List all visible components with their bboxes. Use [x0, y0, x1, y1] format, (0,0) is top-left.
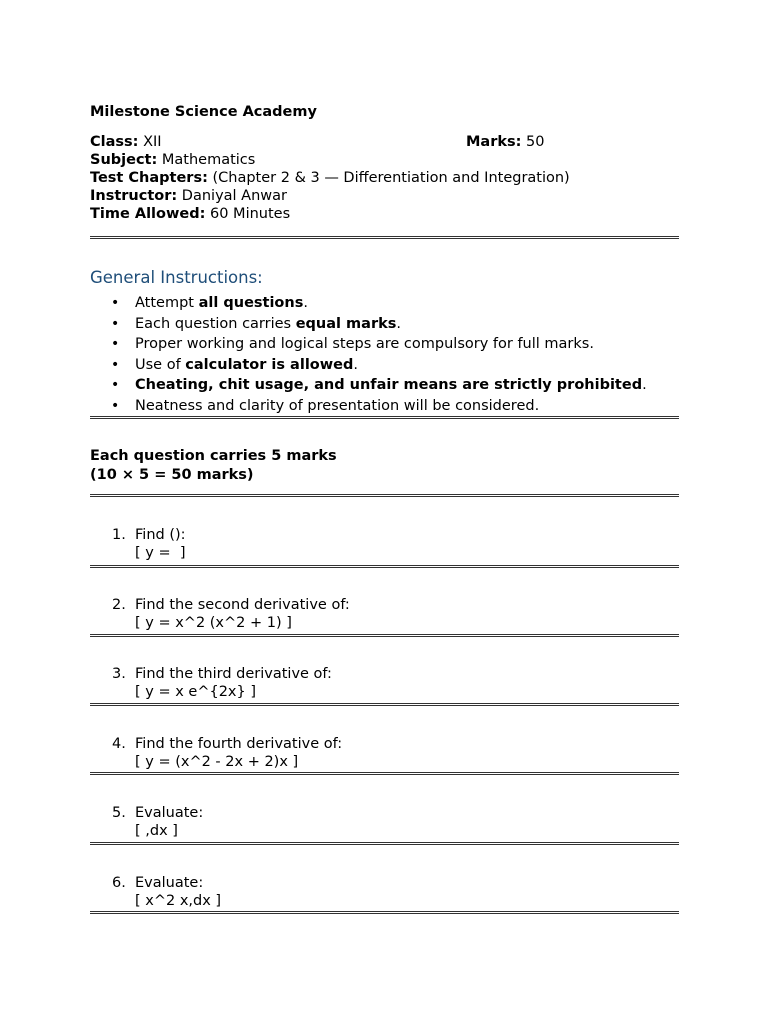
time-value: 60 Minutes: [205, 206, 291, 222]
instruction-item: [90, 334, 647, 355]
time-label: Time Allowed:: [90, 206, 206, 222]
question-expression: [ y = x^2 (x^2 + 1) ]: [135, 615, 292, 631]
chapters-label: Test Chapters:: [90, 170, 208, 186]
instruction-item: [90, 314, 647, 335]
question-divider: [90, 911, 679, 914]
subject-label: Subject:: [90, 152, 158, 168]
question-number: 1.: [112, 527, 126, 543]
question-expression: [ y = ]: [135, 545, 186, 561]
subject-value: Mathematics: [157, 152, 256, 168]
marks-note-total: (10 × 5 = 50 marks): [90, 467, 254, 483]
marks-label: Marks:: [466, 134, 522, 150]
instructor-row: [90, 187, 679, 205]
question-number: 2.: [112, 597, 126, 613]
question-divider: [90, 703, 679, 706]
class-value: XII: [138, 134, 162, 150]
instructions-heading: General Instructions:: [90, 268, 263, 287]
bullet-icon: •: [111, 295, 120, 311]
question-text: Find the second derivative of:: [135, 597, 350, 613]
marks-note: [90, 447, 337, 485]
time-row: [90, 205, 679, 223]
question-expression: [ x^2 x,dx ]: [135, 893, 222, 909]
marks-note-line: Each question carries 5 marks: [90, 448, 337, 464]
question-number: 6.: [112, 875, 126, 891]
chapters-row: [90, 169, 679, 187]
class-label: Class:: [90, 134, 139, 150]
question-number: 3.: [112, 666, 126, 682]
marks-value: 50: [521, 134, 545, 150]
exam-info: [90, 133, 679, 223]
instruction-item: [90, 375, 647, 396]
chapters-value: (Chapter 2 & 3 — Differentiation and Integration): [207, 170, 570, 186]
question-text: Find the third derivative of:: [135, 666, 332, 682]
instruction-text: Proper working and logical steps are compulsory for full marks.: [135, 336, 594, 352]
question-expression: [ y = x e^{2x} ]: [135, 684, 256, 700]
instruction-emphasis: Cheating, chit usage, and unfair means are strictly prohibited: [135, 377, 643, 393]
question-number: 5.: [112, 805, 126, 821]
instruction-text: Use of: [135, 356, 186, 373]
instruction-item: [90, 396, 647, 417]
bullet-icon: •: [111, 336, 120, 352]
bullet-icon: •: [111, 377, 120, 393]
instruction-text: Attempt: [135, 295, 199, 311]
question-divider: [90, 842, 679, 845]
marks-field: [466, 133, 545, 151]
instruction-text-end: .: [396, 315, 401, 332]
question-text: Evaluate:: [135, 875, 204, 891]
instruction-text-end: .: [642, 377, 647, 393]
section-divider: [90, 236, 679, 239]
instruction-item: [90, 355, 647, 376]
question-divider: [90, 565, 679, 568]
question-expression: [ y = (x^2 - 2x + 2)x ]: [135, 754, 299, 770]
section-divider: [90, 494, 679, 497]
school-name: Milestone Science Academy: [90, 104, 317, 120]
instruction-emphasis: equal marks: [295, 315, 397, 332]
question-divider: [90, 634, 679, 637]
instruction-text-end: .: [303, 295, 308, 311]
instruction-emphasis: calculator is allowed: [185, 356, 354, 373]
instruction-text: Neatness and clarity of presentation will be considered.: [135, 397, 540, 414]
question-number: 4.: [112, 736, 126, 752]
class-row: [90, 133, 679, 151]
bullet-icon: •: [111, 397, 120, 414]
question-text: Find the fourth derivative of:: [135, 736, 343, 752]
instruction-text: Each question carries: [135, 315, 296, 332]
subject-row: [90, 151, 679, 169]
question-expression: [ ,dx ]: [135, 823, 178, 839]
bullet-icon: •: [111, 356, 120, 373]
instruction-emphasis: all questions: [198, 295, 304, 311]
question-divider: [90, 772, 679, 775]
instructor-label: Instructor:: [90, 188, 178, 204]
instructions-list: [90, 293, 647, 416]
section-divider: [90, 416, 679, 419]
bullet-icon: •: [111, 315, 120, 332]
instruction-item: [90, 293, 647, 314]
instructor-value: Daniyal Anwar: [177, 188, 288, 204]
instruction-text-end: .: [353, 356, 358, 373]
question-text: Find ():: [135, 527, 186, 543]
question-text: Evaluate:: [135, 805, 204, 821]
